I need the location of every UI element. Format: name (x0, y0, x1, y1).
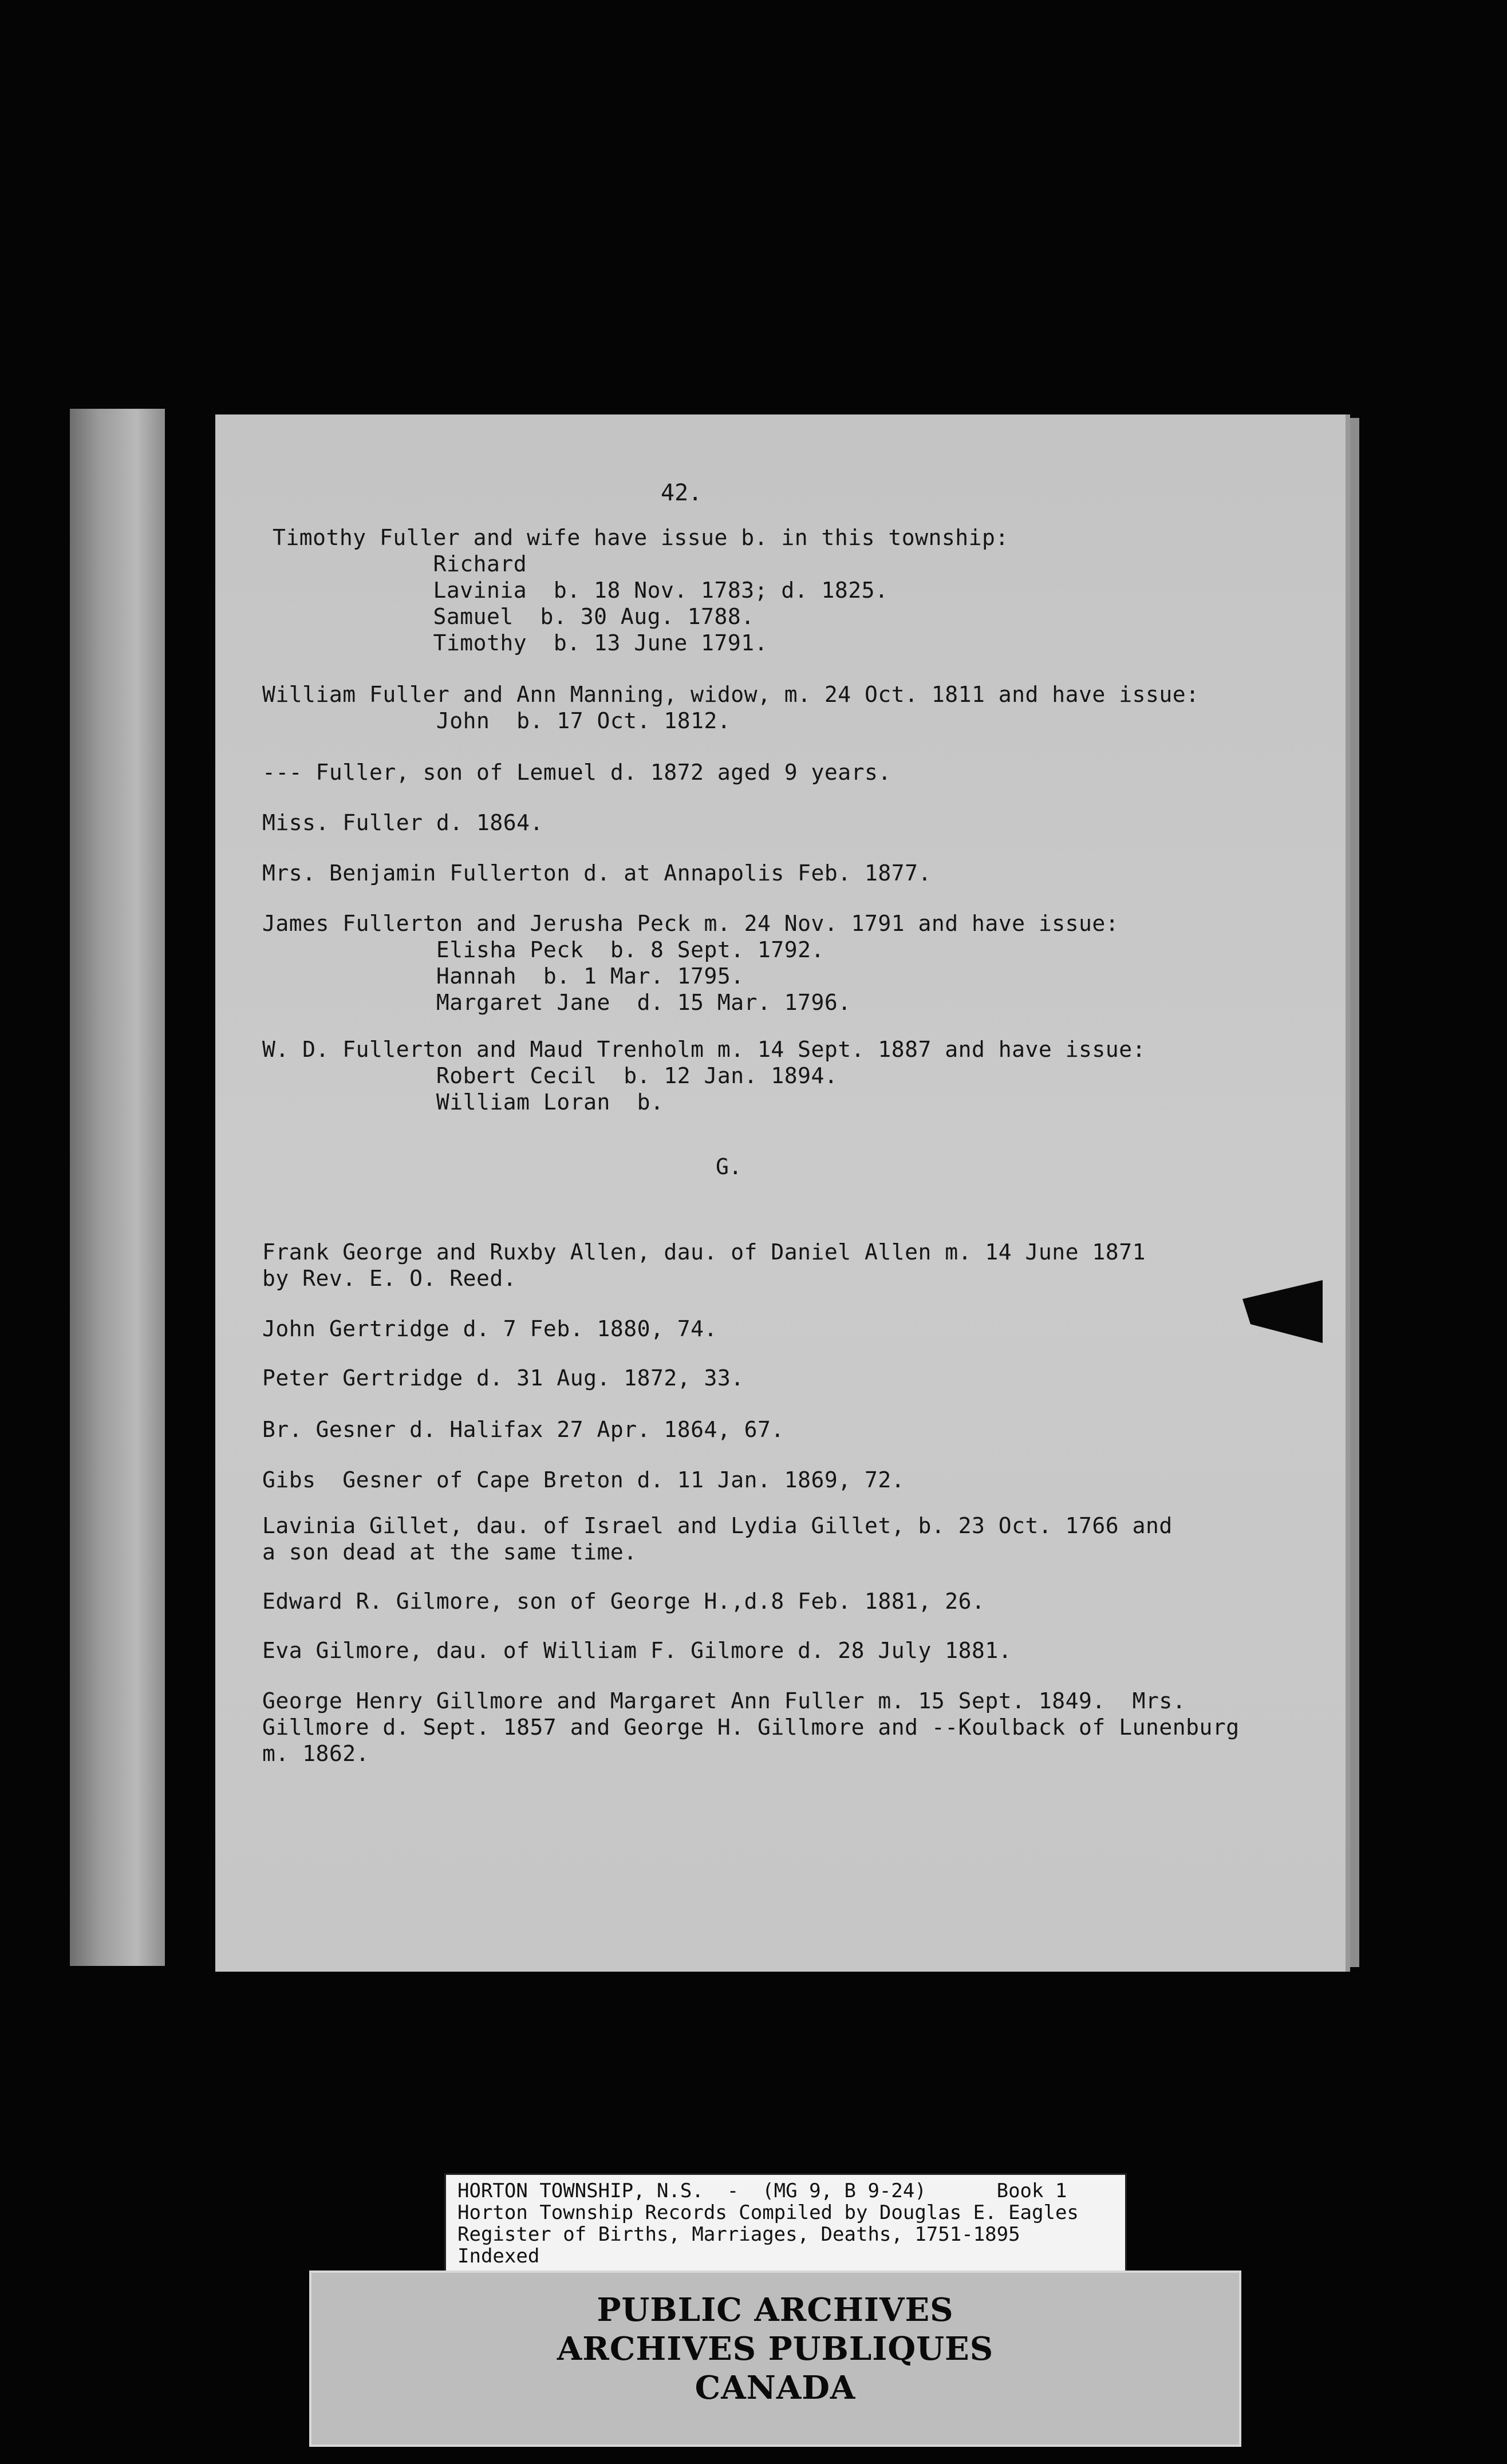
archive-label (444, 2173, 1127, 2274)
entry-line: W. D. Fullerton and Maud Trenholm m. 14 Sept. 1887 and have issue: (262, 1037, 1146, 1062)
label-line: Register of Births, Marriages, Deaths, 1751-1895 (457, 2223, 1020, 2246)
stamp-line: CANADA (695, 2369, 856, 2407)
entry-line: Edward R. Gilmore, son of George H.,d.8 Feb. 1881, 26. (262, 1589, 985, 1614)
entry-line: Margaret Jane d. 15 Mar. 1796. (262, 990, 851, 1015)
stamp-line: PUBLIC ARCHIVES (597, 2291, 954, 2329)
entry-line: Miss. Fuller d. 1864. (262, 810, 543, 835)
entry-line: Eva Gilmore, dau. of William F. Gilmore d. 28 July 1881. (262, 1638, 1012, 1663)
entry-line: James Fullerton and Jerusha Peck m. 24 Nov. 1791 and have issue: (262, 911, 1119, 936)
label-line: Horton Township Records Compiled by Douglas E. Eagles (457, 2201, 1079, 2224)
label-line: HORTON TOWNSHIP, N.S. - (MG 9, B 9-24) Book 1 (457, 2179, 1067, 2202)
archives-stamp (309, 2270, 1241, 2447)
entry-line: George Henry Gillmore and Margaret Ann Fuller m. 15 Sept. 1849. Mrs. (262, 1688, 1186, 1713)
entry-line: Timothy b. 13 June 1791. (273, 630, 768, 656)
entry-line: Br. Gesner d. Halifax 27 Apr. 1864, 67. (262, 1417, 784, 1442)
entry-line: a son dead at the same time. (262, 1539, 637, 1565)
entry-line: Richard (273, 551, 527, 576)
section-letter: G. (716, 1154, 742, 1179)
label-line: Indexed (457, 2245, 540, 2268)
entry-line: Robert Cecil b. 12 Jan. 1894. (262, 1063, 838, 1088)
entry-line: Mrs. Benjamin Fullerton d. at Annapolis Feb. 1877. (262, 860, 932, 886)
entry-line: Gillmore d. Sept. 1857 and George H. Gillmore and --Koulback of Lunenburg (262, 1715, 1240, 1740)
entry-line: Samuel b. 30 Aug. 1788. (273, 604, 755, 629)
entry-line: Frank George and Ruxby Allen, dau. of Daniel Allen m. 14 June 1871 (262, 1239, 1146, 1265)
page-edge (1346, 418, 1359, 1967)
entry-line: William Loran b. (262, 1089, 664, 1115)
entry-line: Elisha Peck b. 8 Sept. 1792. (262, 937, 824, 962)
entry-line: Lavinia Gillet, dau. of Israel and Lydia Gillet, b. 23 Oct. 1766 and (262, 1513, 1173, 1538)
stamp-line: ARCHIVES PUBLIQUES (557, 2330, 994, 2368)
entry-line: John b. 17 Oct. 1812. (262, 708, 731, 733)
entry-line: by Rev. E. O. Reed. (262, 1266, 517, 1291)
entry-line: Peter Gertridge d. 31 Aug. 1872, 33. (262, 1365, 744, 1391)
entry-line: m. 1862. (262, 1741, 370, 1766)
entry-line: Hannah b. 1 Mar. 1795. (262, 964, 744, 989)
entry-line: Timothy Fuller and wife have issue b. in this township: (273, 525, 1009, 550)
entry-line: --- Fuller, son of Lemuel d. 1872 aged 9 years. (262, 760, 891, 785)
entry-line: Lavinia b. 18 Nov. 1783; d. 1825. (273, 578, 889, 603)
entry-line: John Gertridge d. 7 Feb. 1880, 74. (262, 1316, 717, 1341)
adjacent-page-strip (70, 409, 165, 1966)
entry-line: William Fuller and Ann Manning, widow, m. 24 Oct. 1811 and have issue: (262, 682, 1200, 707)
page-number: 42. (661, 480, 703, 506)
entry-line: Gibs Gesner of Cape Breton d. 11 Jan. 1869, 72. (262, 1467, 905, 1492)
